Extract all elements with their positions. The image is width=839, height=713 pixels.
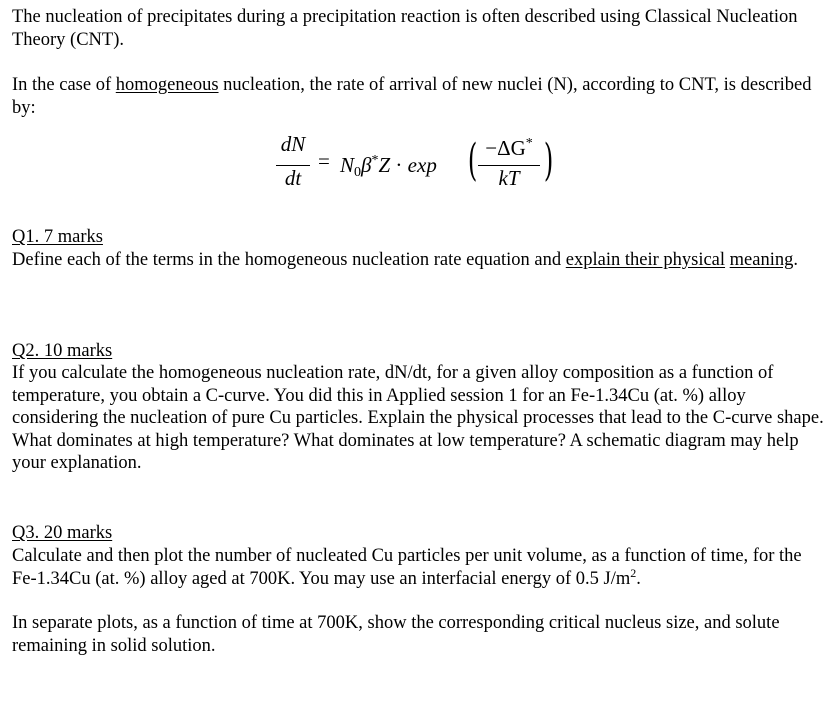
homogeneous-underlined: homogeneous [115, 75, 219, 95]
beta-symbol: β [361, 153, 372, 177]
q1-heading [12, 226, 824, 249]
q1-text [12, 249, 824, 272]
q2-heading [12, 340, 824, 363]
exp-numerator [476, 133, 542, 160]
q3-heading [12, 522, 824, 545]
q1-underlined-2: meaning [729, 250, 794, 270]
intro-paragraph: The nucleation of precipitates during a precipitation reaction is often described using Classical Nucleation Theory (CNT). [12, 7, 798, 50]
equals-sign: = [318, 149, 330, 173]
minus-sign: − [485, 136, 498, 160]
lhs-numerator: dN [280, 132, 306, 156]
delta-g: ΔG [497, 136, 526, 160]
q3-text-2: In separate plots, as a function of time at 700K, show the corresponding critical nucleus size, and solute remaining in solid solution. [12, 613, 780, 656]
n0-subscript: 0 [354, 165, 362, 180]
left-paren: ( [467, 135, 478, 186]
lhs-denominator: dt [284, 166, 302, 190]
q3-text-pre: Calculate and then plot the number of nucleated Cu particles per unit volume, as a function of time, for the Fe-1.34Cu (at. %) alloy aged at 700K. You may use an interfacial energy of 0.5 J/m [12, 546, 802, 589]
q3-text-post: . [636, 568, 641, 589]
q3-text [12, 545, 824, 590]
rate-description-pre: In the case of [12, 75, 116, 95]
beta-star: * [371, 153, 379, 168]
q3-heading-text: Q3. 20 marks [12, 523, 113, 543]
q2-text: If you calculate the homogeneous nucleation rate, dN/dt, for a given alloy composition as a function of temperature, you obtain a C-curve. You did this in Applied session 1 for an Fe-1.34Cu (at. %) alloy considering the nucleation of pure Cu particles. Explain the physical processes that lead to the C-curve shape. What dominates at high temperature? What dominates at low temperature? A schematic diagram may help your explanation. [12, 363, 824, 473]
q3-superscript: 2 [630, 565, 637, 580]
rate-description-post: nucleation, the rate of arrival of new nuclei (N), according to CNT, is described by: [12, 75, 812, 118]
q1-text-post: . [793, 250, 798, 270]
exp-function: exp [407, 153, 437, 177]
z-symbol: Z [378, 153, 391, 177]
dot-operator: · [395, 153, 403, 177]
q1-underlined-1: explain their physical [565, 250, 726, 270]
delta-g-star: * [525, 136, 533, 151]
q1-text-pre: Define each of the terms in the homogeneous nucleation rate equation and [12, 250, 566, 270]
rate-description-paragraph [12, 74, 824, 119]
n0-symbol: N [340, 153, 355, 177]
exp-denominator: kT [498, 166, 520, 190]
q2-heading-text: Q2. 10 marks [12, 341, 113, 361]
rhs-terms [340, 150, 437, 185]
right-paren: ) [543, 135, 554, 186]
nucleation-rate-equation [276, 133, 576, 203]
q1-heading-text: Q1. 7 marks [12, 227, 103, 247]
